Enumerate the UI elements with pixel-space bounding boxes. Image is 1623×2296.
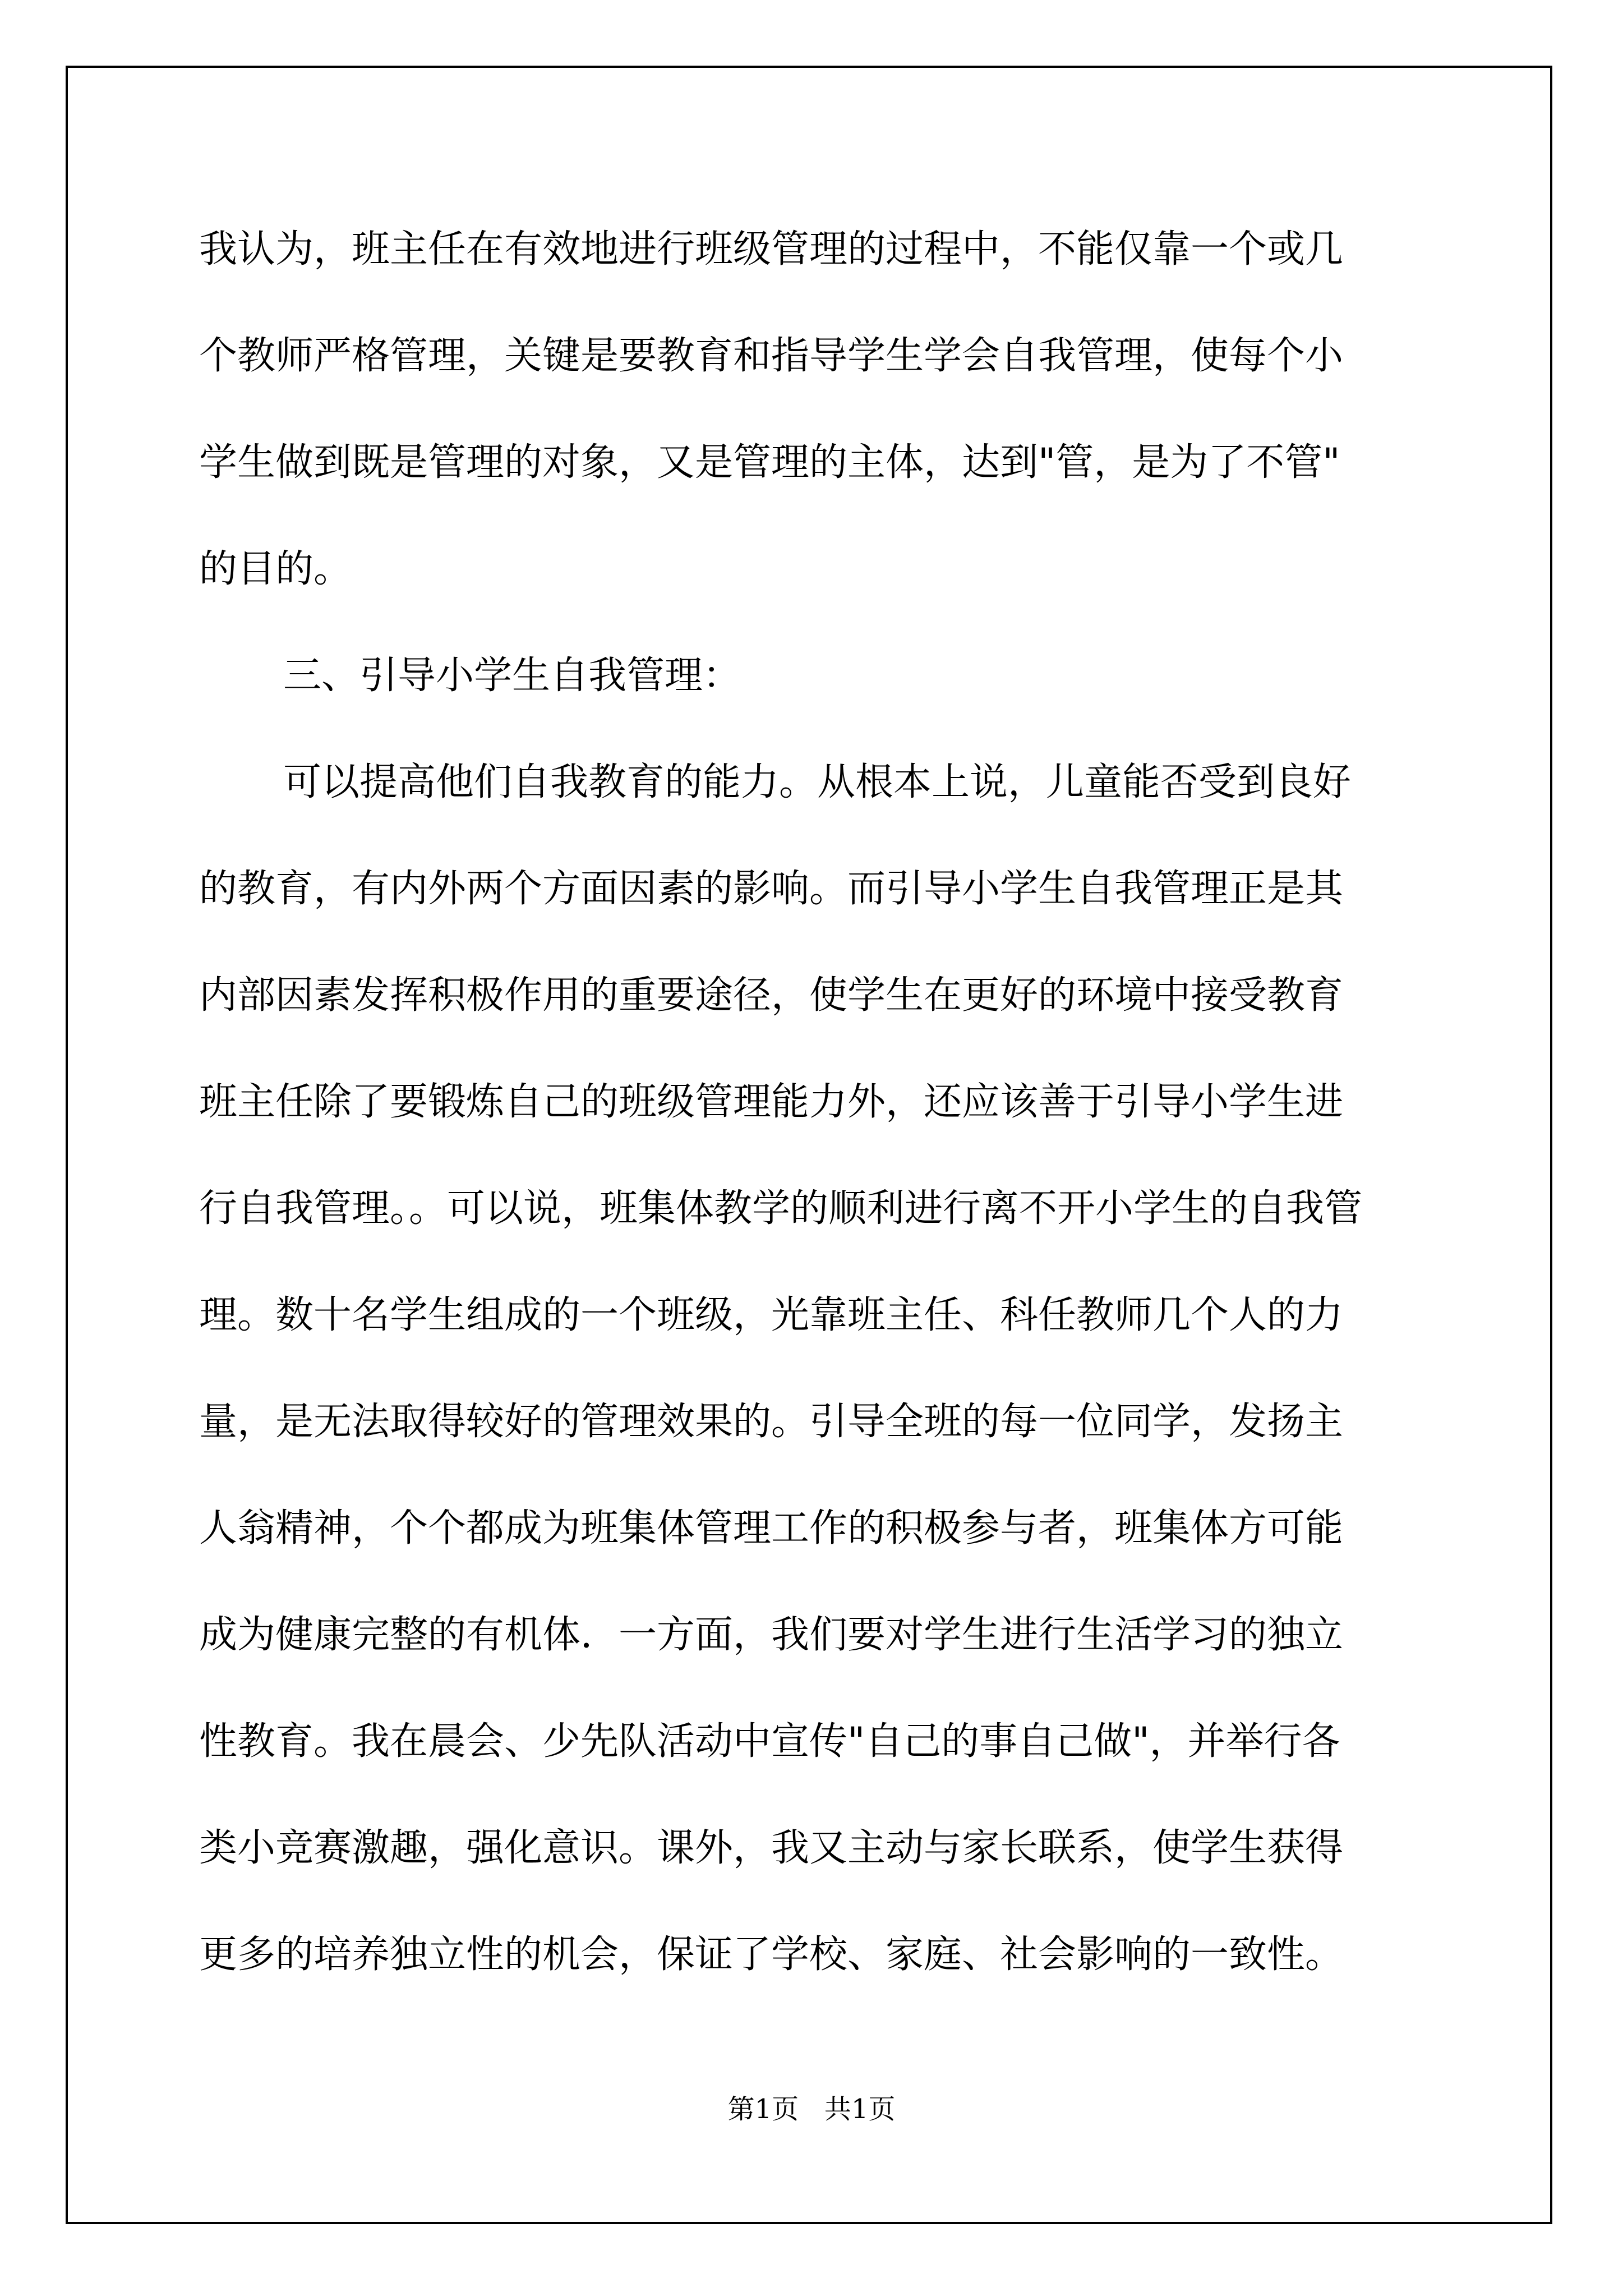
text-line-7: 的教育，有内外两个方面因素的影响。而引导小学生自我管理正是其 (199, 867, 1344, 911)
text-line-9: 班主任除了要锻炼自己的班级管理能力外，还应该善于引导小学生进 (199, 1080, 1344, 1124)
text-line-10: 行自我管理。。可以说，班集体教学的顺利进行离不开小学生的自我管 (199, 1186, 1363, 1231)
page-footer: 第1页 共1页 (727, 2093, 896, 2125)
text-line-2: 个教师严格管理，关键是要教育和指导学生学会自我管理，使每个小 (199, 334, 1344, 378)
text-line-11: 理。数十名学生组成的一个班级，光靠班主任、科任教师几个人的力 (199, 1293, 1344, 1337)
text-line-4: 的目的。 (199, 547, 352, 591)
text-line-16: 类小竞赛激趣，强化意识。课外，我又主动与家长联系，使学生获得 (199, 1826, 1344, 1870)
text-line-13: 人翁精神，个个都成为班集体管理工作的积极参与者，班集体方可能 (199, 1506, 1344, 1550)
text-line-15: 性教育。我在晨会、少先队活动中宣传"自己的事自己做"，并举行各 (199, 1719, 1340, 1764)
section-heading: 三、引导小学生自我管理： (283, 654, 741, 698)
text-line-3: 学生做到既是管理的对象，又是管理的主体，达到"管，是为了不管" (199, 440, 1340, 485)
text-line-6: 可以提高他们自我教育的能力。从根本上说，儿童能否受到良好 (283, 760, 1352, 804)
document-body (199, 213, 1422, 2025)
text-line-17: 更多的培养独立性的机会，保证了学校、家庭、社会影响的一致性。 (199, 1932, 1344, 1977)
text-line-12: 量，是无法取得较好的管理效果的。引导全班的每一位同学，发扬主 (199, 1400, 1344, 1444)
text-line-8: 内部因素发挥积极作用的重要途径，使学生在更好的环境中接受教育 (199, 973, 1344, 1018)
text-line-14: 成为健康完整的有机体．一方面，我们要对学生进行生活学习的独立 (199, 1613, 1344, 1657)
text-line-1: 我认为，班主任在有效地进行班级管理的过程中，不能仅靠一个或几 (199, 227, 1344, 272)
